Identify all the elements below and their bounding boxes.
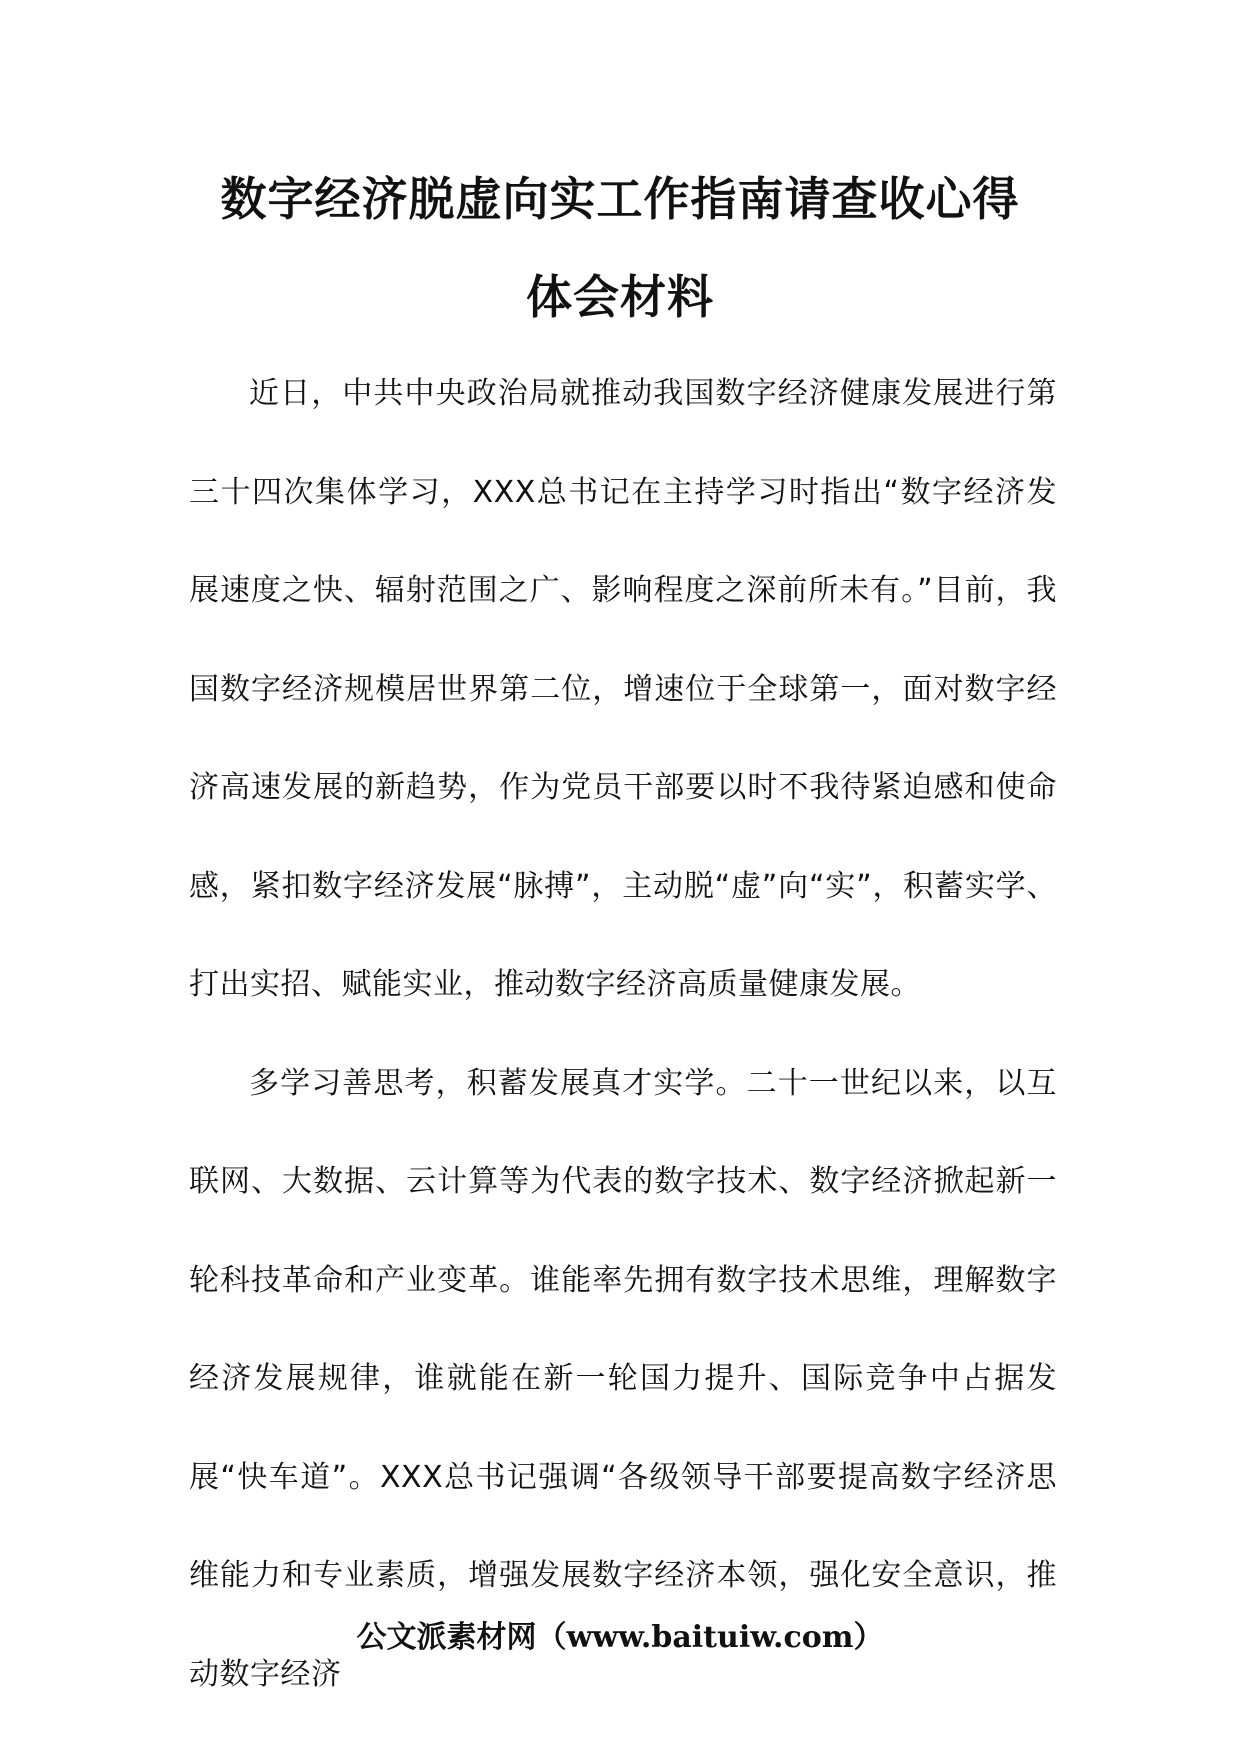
source-footer: 公文派素材网（www.baituiw.com） — [356, 1620, 884, 1655]
document-title: 数字经济脱虚向实工作指南请查收心得体会材料 — [220, 172, 1020, 324]
paragraph-1: 近日，中共中央政治局就推动我国数字经济健康发展进行第三十四次集体学习，XXX总书记在主持学习时指出“数字经济发展速度之快、辐射范围之广、影响程度之深前所未有。”目前，我国数字经济规模居世界第二位，增速位于全球第一，面对数字经济高速发展的新趋势，作为党员干部要以时不我待紧迫感和使命感，紧扣数字经济发展“脉搏”，主动脱“虚”向“实”，积蓄实学、打出实招、赋能实业，推动数字经济高质量健康发展。 — [189, 376, 1057, 1002]
paragraph-2: 多学习善思考，积蓄发展真才实学。二十一世纪以来，以互联网、大数据、云计算等为代表的数字技术、数字经济掀起新一轮科技革命和产业变革。谁能率先拥有数字技术思维，理解数字经济发展规律，谁就能在新一轮国力提升、国际竞争中占据发展“快车道”。XXX总书记强调“各级领导干部要提高数字经济思维能力和专业素质，增强发展数字经济本领，强化安全意识，推动数字经济 — [189, 1065, 1057, 1692]
document-body — [189, 345, 1057, 1724]
